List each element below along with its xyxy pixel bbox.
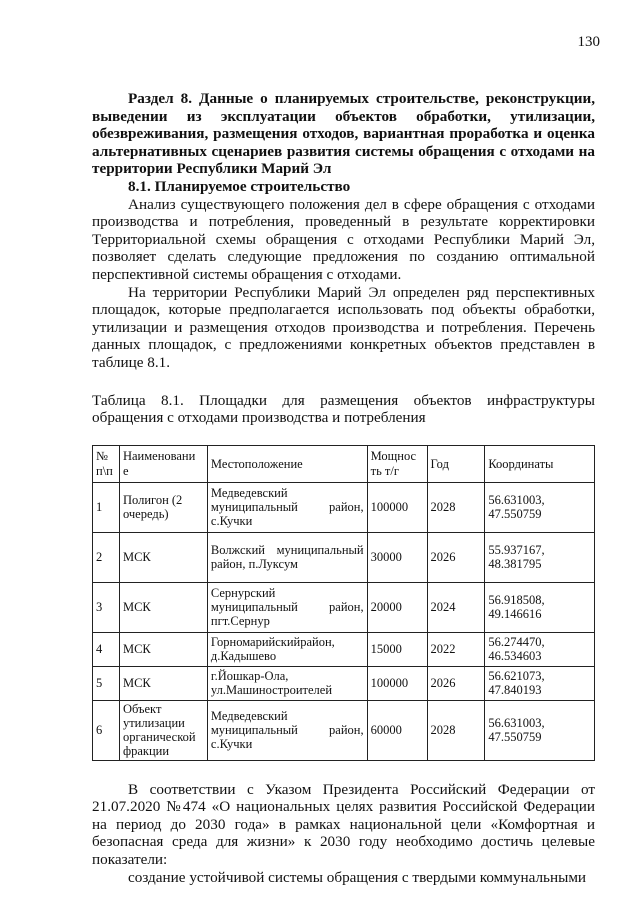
header-year: Год [427,445,485,482]
table-row [93,532,595,582]
cell-coordinates: 56.918508, 49.146616 [485,582,595,632]
table-row [93,582,595,632]
cell-location: Медведевский муниципальный район, с.Кучки [207,700,367,760]
table-row [93,700,595,760]
cell-year: 2026 [427,532,485,582]
cell-year: 2028 [427,700,485,760]
cell-coordinates: 56.631003, 47.550759 [485,700,595,760]
cell-number: 4 [93,632,120,666]
cell-name: Объект утилизации органической фракции [119,700,207,760]
document-body [92,90,595,886]
cell-coordinates: 56.631003, 47.550759 [485,482,595,532]
cell-capacity: 60000 [367,700,427,760]
table-row [93,666,595,700]
page-number: 130 [577,34,600,50]
cell-name: МСК [119,582,207,632]
cell-location: Горномарийскийрайон, д.Кадышево [207,632,367,666]
header-number: № п\п [93,445,120,482]
cell-capacity: 15000 [367,632,427,666]
cell-name: МСК [119,632,207,666]
cell-year: 2026 [427,666,485,700]
paragraph-continued: создание устойчивой системы обращения с твердыми коммунальными [128,868,587,886]
cell-location: Волжский муниципальный район, п.Луксум [207,532,367,582]
header-capacity: Мощнос ть т/г [367,445,427,482]
paragraph: На территории Республики Марий Эл определен ряд перспективных площадок, которые предполагается использовать под объекты обработки, утилизации и размещения отходов производства и потребления. Перечень данных площадок, с предложениями конкретных объектов представлен в таблице 8.1. [92,283,595,371]
header-coordinates: Координаты [485,445,595,482]
cell-name: Полигон (2 очередь) [119,482,207,532]
cell-location: Сернурский муниципальный район, пгт.Сернур [207,582,367,632]
table-caption: Таблица 8.1. Площадки для размещения объектов инфраструктуры обращения с отходами производства и потребления [92,391,595,427]
table-row [93,632,595,666]
cell-coordinates: 56.274470, 46.534603 [485,632,595,666]
cell-location: г.Йошкар-Ола, ул.Машиностроителей [207,666,367,700]
cell-year: 2022 [427,632,485,666]
paragraph: Анализ существующего положения дел в сфере обращения с отходами производства и потребления, проведенный в результате корректировки Территориальной схемы обращения с отходами Республики Марий Эл, позволяет сделать следующие предложения по созданию оптимальной перспективной системы обращения с отходами. [92,195,595,283]
cell-year: 2028 [427,482,485,532]
table-header-row [93,445,595,482]
cell-year: 2024 [427,582,485,632]
cell-name: МСК [119,666,207,700]
header-name: Наименовани е [119,445,207,482]
subsection-heading: 8.1. Планируемое строительство [128,177,351,195]
cell-capacity: 20000 [367,582,427,632]
cell-coordinates: 56.621073, 47.840193 [485,666,595,700]
cell-number: 2 [93,532,120,582]
cell-name: МСК [119,532,207,582]
header-location: Местоположение [207,445,367,482]
cell-capacity: 30000 [367,532,427,582]
cell-coordinates: 55.937167, 48.381795 [485,532,595,582]
cell-number: 3 [93,582,120,632]
cell-number: 5 [93,666,120,700]
table-row [93,482,595,532]
paragraph: В соответствии с Указом Президента Российский Федерации от 21.07.2020 №474 «О национальных целях развития Российской Федерации на период до 2030 года» в рамках национальной цели «Комфортная и безопасная среда для жизни» к 2030 году необходимо достичь целевые показатели: [92,780,595,869]
cell-number: 1 [93,482,120,532]
cell-capacity: 100000 [367,666,427,700]
cell-location: Медведевский муниципальный район, с.Кучки [207,482,367,532]
section-heading: Раздел 8. Данные о планируемых строительстве, реконструкции, выведении из эксплуатации объектов обработки, утилизации, обезвреживания, размещения отходов, вариантная проработка и оценка альтернативных сценариев развития системы обращения с отходами на территории Республики Марий Эл [92,90,595,178]
cell-capacity: 100000 [367,482,427,532]
sites-table [92,445,595,761]
cell-number: 6 [93,700,120,760]
